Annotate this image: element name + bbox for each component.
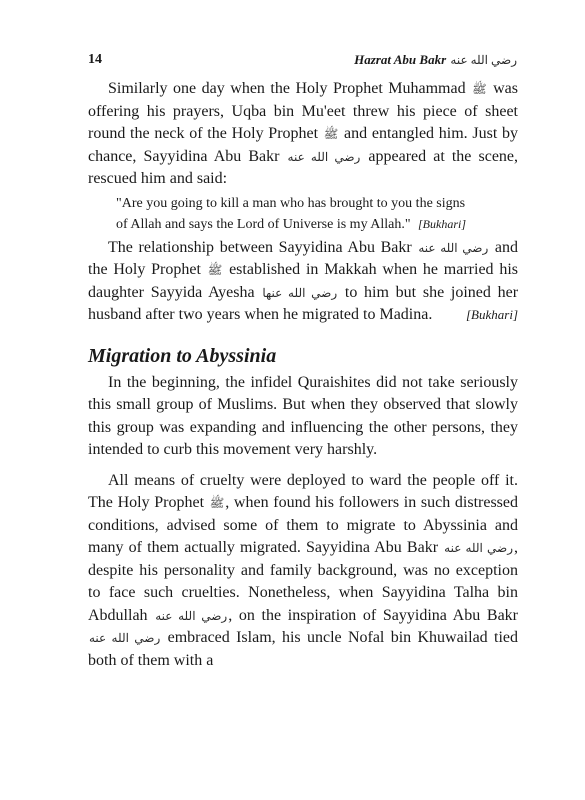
honorific-glyph: رضي الله عنه xyxy=(155,608,228,623)
text-run: to him but she joined her husband after two years when he migrated to Madina. xyxy=(88,283,519,323)
paragraph-3: In the beginning, the infidel Quraishites did not take seriously this small group of Muslims. But when they observed that slowly this group was expanding and influencing the other persons, they intended to curb this movement very harshly. xyxy=(88,373,518,458)
honorific-glyph: ﷺ xyxy=(207,263,223,277)
honorific-glyph: ﷺ xyxy=(209,496,225,510)
text-run: established in Makkah when he married his daughter Sayyida Ayesha xyxy=(88,261,519,301)
page-number: 14 xyxy=(88,52,102,67)
running-head-title: Hazrat Abu Bakr xyxy=(354,52,447,67)
running-head xyxy=(354,52,518,68)
text-run: , despite his personality and family background, was no exception to face such cruelties. Nonetheless, when Sayyidina Talha bin Abdullah xyxy=(88,539,518,624)
text-run: and the Holy Prophet xyxy=(88,238,519,278)
honorific-glyph: ﷺ xyxy=(323,127,339,141)
page-header xyxy=(88,52,518,78)
honorific-glyph: رضي الله عنه xyxy=(418,240,489,255)
text-run: All means of cruelty were deployed to ward the people off it. The Holy Prophet xyxy=(88,471,518,511)
honorific-glyph: رضي الله عنه xyxy=(444,541,513,555)
section-heading: Migration to Abyssinia xyxy=(88,344,277,367)
paragraph-1 xyxy=(88,78,518,191)
text-run: appeared at the scene, rescued him and said: xyxy=(88,147,519,187)
honorific-glyph: رضي الله عنه xyxy=(450,53,517,67)
paragraph-2 xyxy=(88,237,518,327)
text-run: and entangled him. Just by chance, Sayyidina Abu Bakr xyxy=(88,125,519,165)
paragraph-citation: [Bukhari] xyxy=(466,307,518,322)
paragraph-4 xyxy=(88,470,518,673)
text-run: Similarly one day when the Holy Prophet Muhammad xyxy=(108,80,466,97)
honorific-glyph: ﷺ xyxy=(472,82,487,96)
quote-citation: [Bukhari] xyxy=(418,216,466,231)
text-run: was offering his prayers, Uqba bin Mu'eet threw his piece of sheet round the neck of the Holy Prophet xyxy=(88,80,519,142)
honorific-glyph: رضي الله عنه xyxy=(287,149,361,164)
block-quote xyxy=(116,193,466,235)
text-run: embraced Islam, his uncle Nofal bin Khuwailad tied both of them with a xyxy=(88,629,518,669)
text-run: , on the inspiration of Sayyidina Abu Bakr xyxy=(228,606,519,624)
text-run: , when found his followers in such distressed conditions, advised some of them to migrate to Abyssinia and many of them actually migrated. Sayyidina Abu Bakr xyxy=(88,494,518,556)
quote-text: "Are you going to kill a man who has brought to you the signs of Allah and says the Lord of Universe is my Allah." xyxy=(116,195,466,232)
text-run: The relationship between Sayyidina Abu Bakr xyxy=(108,238,412,256)
honorific-glyph: رضي الله عنه xyxy=(89,631,161,645)
book-page xyxy=(88,52,518,672)
honorific-glyph: رضي الله عنها xyxy=(262,285,338,300)
